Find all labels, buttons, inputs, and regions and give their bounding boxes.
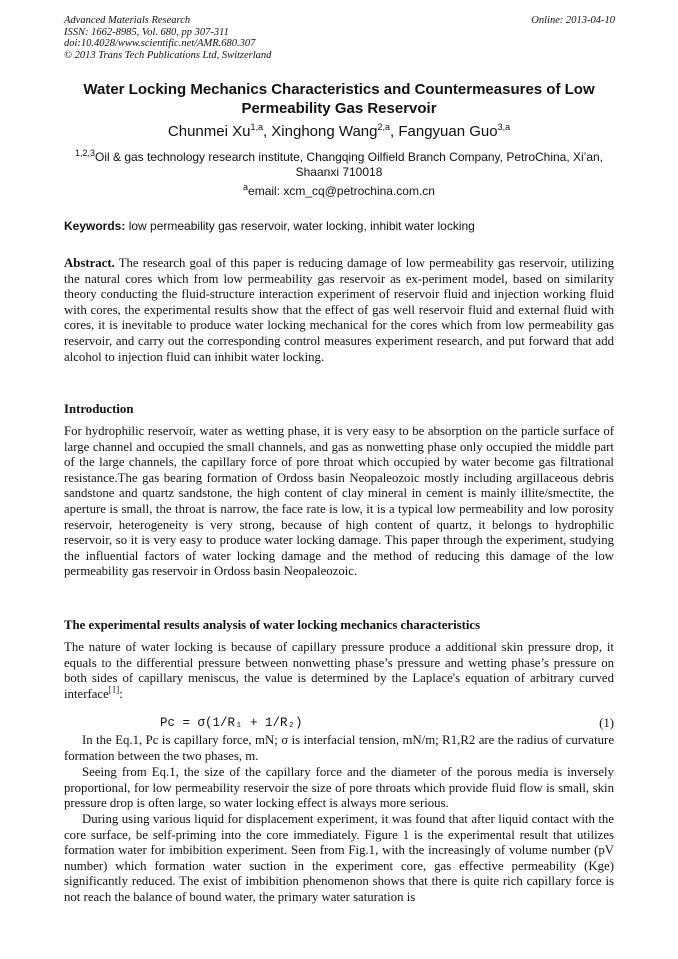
email-line <box>0 184 678 198</box>
introduction-paragraph: For hydrophilic reservoir, water as wetting phase, it is very easy to be absorption on the particle surface of large channel and occupied the small channels, and gas as nonwetting phase only occupied the middle part of the large channels, the capillary force of pore throat which occupied by water become gas filtrational resistance.The gas bearing formation of Ordoss basin Neopaleozoic mostly including argillaceous debris sandstone and quartz sandstone, the high content of clay mineral in cement is mainly illite/smectite, the aperture is small, the throat is narrow, the face rate is low, it is a typical low permeability and low porosity reservoir, heterogeneity is very strong, because of high content of quartz, it belongs to hydrophilic reservoir, so it is very easy to produce water locking damage. This paper through the experiment, studying the influential factors of water locking damage and the method of reducing this damage of the low permeability gas reservoir in Ordoss basin Neopaleozoic. <box>64 424 614 579</box>
keywords-text: low permeability gas reservoir, water locking, inhibit water locking <box>128 219 475 233</box>
author-name: Fangyuan Guo <box>398 123 498 140</box>
equation: Pc = σ(1/R₁ + 1/R₂) <box>160 716 303 730</box>
abstract-text: The research goal of this paper is reducing damage of low permeability gas reservoir, utilizing the natural cores which from low permeability gas reservoir as ex-periment model, based on similarity theory conducting the fluid-structure interaction experiment of reservoir fluid and injection working fluid with cores, the experimental results show that the effect of gas well reservoir fluid and external fluid with cores, it is inevitable to produce water locking mechanical for the cores which from low permeability gas reservoir, and carry out the corresponding control measures experiment research, and put forward that add alcohol to injection fluid can inhibit water locking. <box>64 256 614 364</box>
introduction-heading: Introduction <box>64 402 134 416</box>
email-text: email: xcm_cq@petrochina.com.cn <box>248 184 435 198</box>
author-name: Chunmei Xu <box>167 123 251 140</box>
citation-reference: [1] <box>108 684 120 695</box>
keywords-label: Keywords: <box>64 219 126 233</box>
journal-name: Advanced Materials Research <box>64 15 191 26</box>
author-superscript: 3,a <box>497 122 511 132</box>
equation-number: (1) <box>599 716 614 730</box>
affiliation-superscript: 1,2,3 <box>74 148 95 158</box>
paragraph-text: The nature of water locking is because of capillary pressure produce a additional skin pressure drop, it equals to the differential pressure between nonwetting phase’s pressure and wetting phase’s pressure on both sides of capillary meniscus, the value is determined by the Laplace's equation of arbitrary curved interface <box>64 640 614 701</box>
affiliation <box>60 150 618 180</box>
journal-metadata <box>64 15 271 61</box>
abstract <box>64 256 614 365</box>
abstract-label: Abstract. <box>64 256 115 270</box>
copyright-line: © 2013 Trans Tech Publications Ltd, Switzerland <box>64 49 272 61</box>
author-name: Xinghong Wang <box>271 123 378 140</box>
keywords <box>64 219 614 233</box>
paragraph-colon: : <box>119 686 123 701</box>
author-superscript: 1,a <box>250 122 263 132</box>
online-date: Online: 2013-04-10 <box>531 15 615 26</box>
section-paragraph <box>64 640 614 702</box>
issn-line: ISSN: 1662-8985, Vol. 680, pp 307-311 <box>64 26 229 38</box>
section-heading: The experimental results analysis of water locking mechanics characteristics <box>64 618 481 632</box>
affiliation-text: Oil & gas technology research institute, Changqing Oilfield Branch Company, PetroChina, Xi’an, Shaanxi 710018 <box>94 150 604 179</box>
section-paragraph: Seeing from Eq.1, the size of the capillary force and the diameter of the porous media is inversely proportional, for low permeability reservoir the size of pore throats which provide fluid flow is small, skin pressure drop is often large, so water locking effect is always more serious. <box>64 765 614 811</box>
equation-explanation: In the Eq.1, Pc is capillary force, mN; σ is interfacial tension, mN/m; R1,R2 are the radius of curvature formation between the two phases, m. <box>64 733 614 763</box>
paper-title: Water Locking Mechanics Characteristics and Countermeasures of Low Permeability Gas Reservoir <box>83 81 595 117</box>
email-superscript: a <box>243 182 249 192</box>
section-paragraph: During using various liquid for displacement experiment, it was found that after liquid contact with the core surface, be self-priming into the core immediately. Figure 1 is the experimental result that utilizes formation water for imbibition experiment. Seen from Fig.1, with the increasingly of volume number (pV number) which formation water suction in the experiment core, gas effective permeability (Kge) significantly reduced. The exist of imbibition phenomenon shows that there is quite rich capillary force is not reach the balance of bound water, the primary water saturation is <box>64 812 614 904</box>
author-superscript: 2,a <box>377 122 390 132</box>
doi-line: doi:10.4028/www.scientific.net/AMR.680.307 <box>64 38 256 49</box>
author-list: Chunmei Xu$^{1,a}$, Xinghong Wang$^{2,a}$, Fangyuan Guo$^{3,a}$ <box>167 122 511 140</box>
